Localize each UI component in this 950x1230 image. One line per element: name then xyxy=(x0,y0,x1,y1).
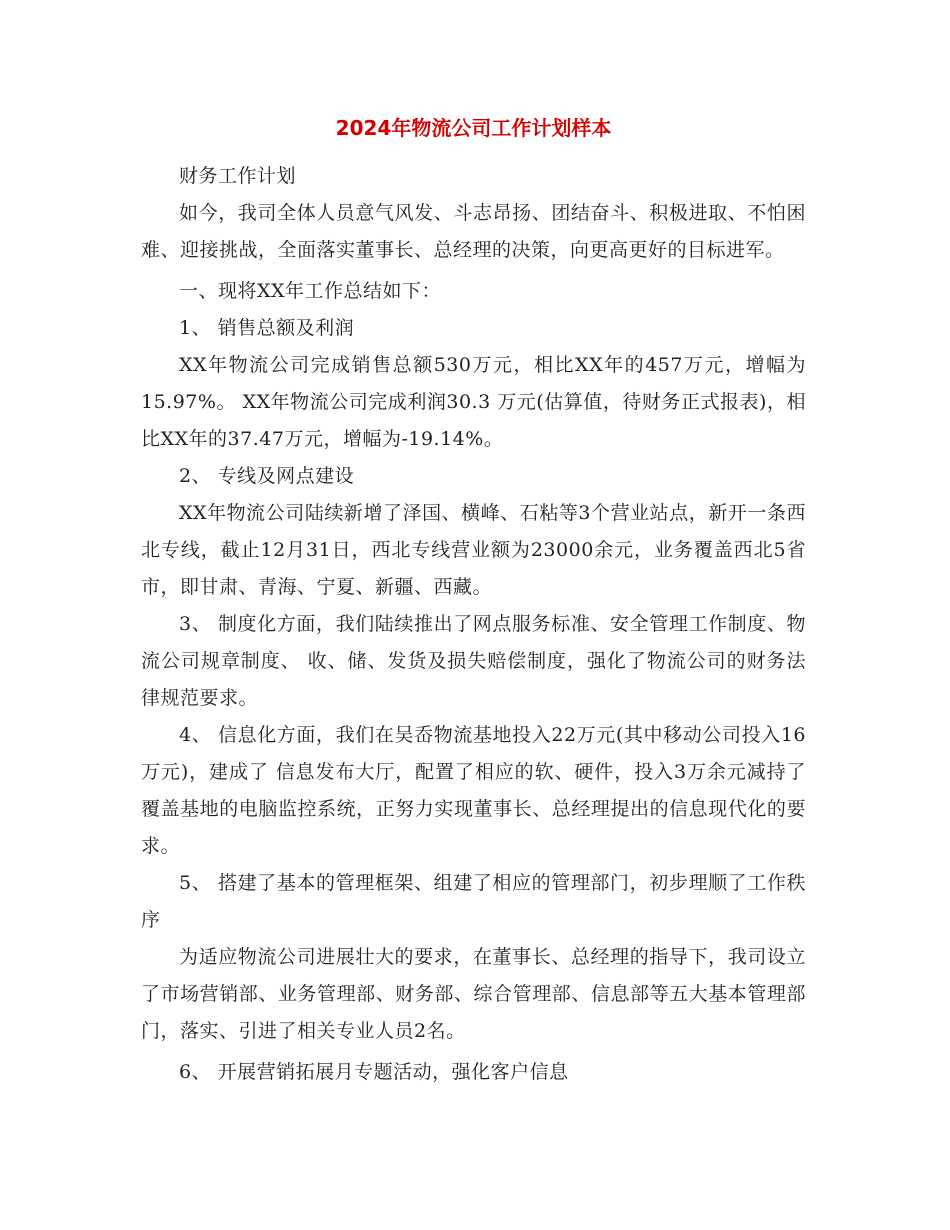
paragraph-item-6: 6、 开展营销拓展月专题活动，强化客户信息 xyxy=(179,1061,569,1083)
paragraph-item-1-heading: 1、 销售总额及利润 xyxy=(179,317,355,339)
paragraph-item-3: 3、 制度化方面，我们陆续推出了网点服务标准、安全管理工作制度、物流公司规章制度、 收、储、发货及损失赔偿制度，强化了物流公司的财务法律规范要求。 xyxy=(141,613,806,709)
paragraph-item-4: 4、 信息化方面，我们在吴岙物流基地投入22万元(其中移动公司投入16万元)，建成了 信息发布大厅，配置了相应的软、硬件，投入3万余元减持了覆盖基地的电脑监控系统，正努力实现董事长、总经理提出的信息现代化的要求。 xyxy=(141,724,806,857)
document-content xyxy=(141,108,806,1091)
paragraph-item-5: 5、 搭建了基本的管理框架、组建了相应的管理部门，初步理顺了工作秩序 xyxy=(141,872,806,931)
paragraph-item-2-heading: 2、 专线及网点建设 xyxy=(179,465,355,487)
paragraph-item-5-body: 为适应物流公司进展壮大的要求，在董事长、总经理的指导下，我司设立了市场营销部、业务管理部、财务部、综合管理部、信息部等五大基本管理部门，落实、引进了相关专业人员2名。 xyxy=(141,946,806,1042)
paragraph-item-1-body: XX年物流公司完成销售总额530万元，相比XX年的457万元，增幅为15.97%。 XX年物流公司完成利润30.3 万元(估算值，待财务正式报表)，相比XX年的37.47万元，增幅为-19.14%。 xyxy=(141,354,806,450)
paragraph-intro: 如今，我司全体人员意气风发、斗志昂扬、团结奋斗、积极进取、不怕困难、迎接挑战，全面落实董事长、总经理的决策，向更高更好的目标进军。 xyxy=(141,202,806,261)
paragraph-section-heading: 财务工作计划 xyxy=(179,165,297,187)
paragraph-item-2-body: XX年物流公司陆续新增了泽国、横峰、石粘等3个营业站点，新开一条西北专线，截止12月31日，西北专线营业额为23000余元，业务覆盖西北5省市，即甘肃、青海、宁夏、新疆、西藏。 xyxy=(141,502,806,598)
document-title: 2024年物流公司工作计划样本 xyxy=(335,116,612,140)
paragraph-summary-heading: 一、现将XX年工作总结如下： xyxy=(179,280,442,302)
